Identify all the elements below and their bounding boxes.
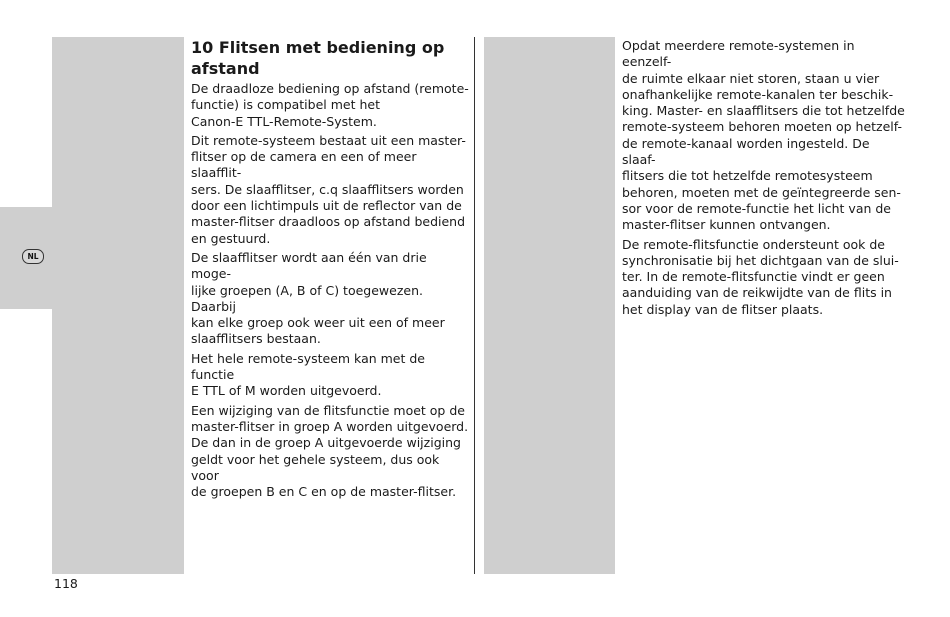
column-divider [474, 37, 475, 574]
paragraph: De slaafflitser wordt aan één van drie moge- lijke groepen (A, B of C) toegewezen. Daarbij kan elke groep ook weer uit een of meer slaafflitsers bestaan. [191, 249, 445, 347]
section-heading: 10 Flitsen met bediening op afstand [191, 38, 445, 78]
paragraph: De remote-flitsfunctie ondersteunt ook de synchronisatie bij het dichtgaan van de slui- ter. In de remote-flitsfunctie vindt er geen aanduiding van de reikwijdte van de flits in het display van de flitser plaats. [622, 236, 899, 317]
left-column [191, 81, 469, 503]
paragraph: Dit remote-systeem bestaat uit een master- flitser op de camera en een of meer slaafflit- sers. De slaafflitser, c.q slaafflitsers worden door een lichtimpuls uit de reflector van de master-flitser draadloos op afstand bediend en gestuurd. [191, 132, 466, 246]
left-margin-band [52, 37, 184, 574]
paragraph: Het hele remote-systeem kan met de functie E TTL of M worden uitgevoerd. [191, 350, 425, 399]
paragraph: Een wijziging van de flitsfunctie moet op de master-flitser in groep A worden uitgevoerd. De dan in de groep A uitgevoerde wijziging geldt voor het gehele systeem, dus ook voor de groepen B en C en op de master-flitser. [191, 402, 469, 500]
paragraph: De draadloze bediening op afstand (remote- functie) is compatibel met het Canon-E TTL-Remote-System. [191, 81, 469, 129]
page-number: 118 [54, 576, 78, 591]
right-column [622, 38, 907, 321]
language-badge: NL [22, 249, 44, 264]
paragraph: Opdat meerdere remote-systemen in eenzelf- de ruimte elkaar niet storen, staan u vier onafhankelijke remote-kanalen ter beschik- king. Master- en slaafflitsers die tot hetzelfde remote-systeem behoren moeten op hetzelf- de remote-kanaal worden ingesteld. De slaaf- flitsers die tot hetzelfde remotesysteem behoren, moeten met de geïntegreerde sen- sor voor de remote-functie het licht van de master-flitser kunnen ontvangen. [622, 38, 905, 233]
right-margin-band [484, 37, 615, 574]
